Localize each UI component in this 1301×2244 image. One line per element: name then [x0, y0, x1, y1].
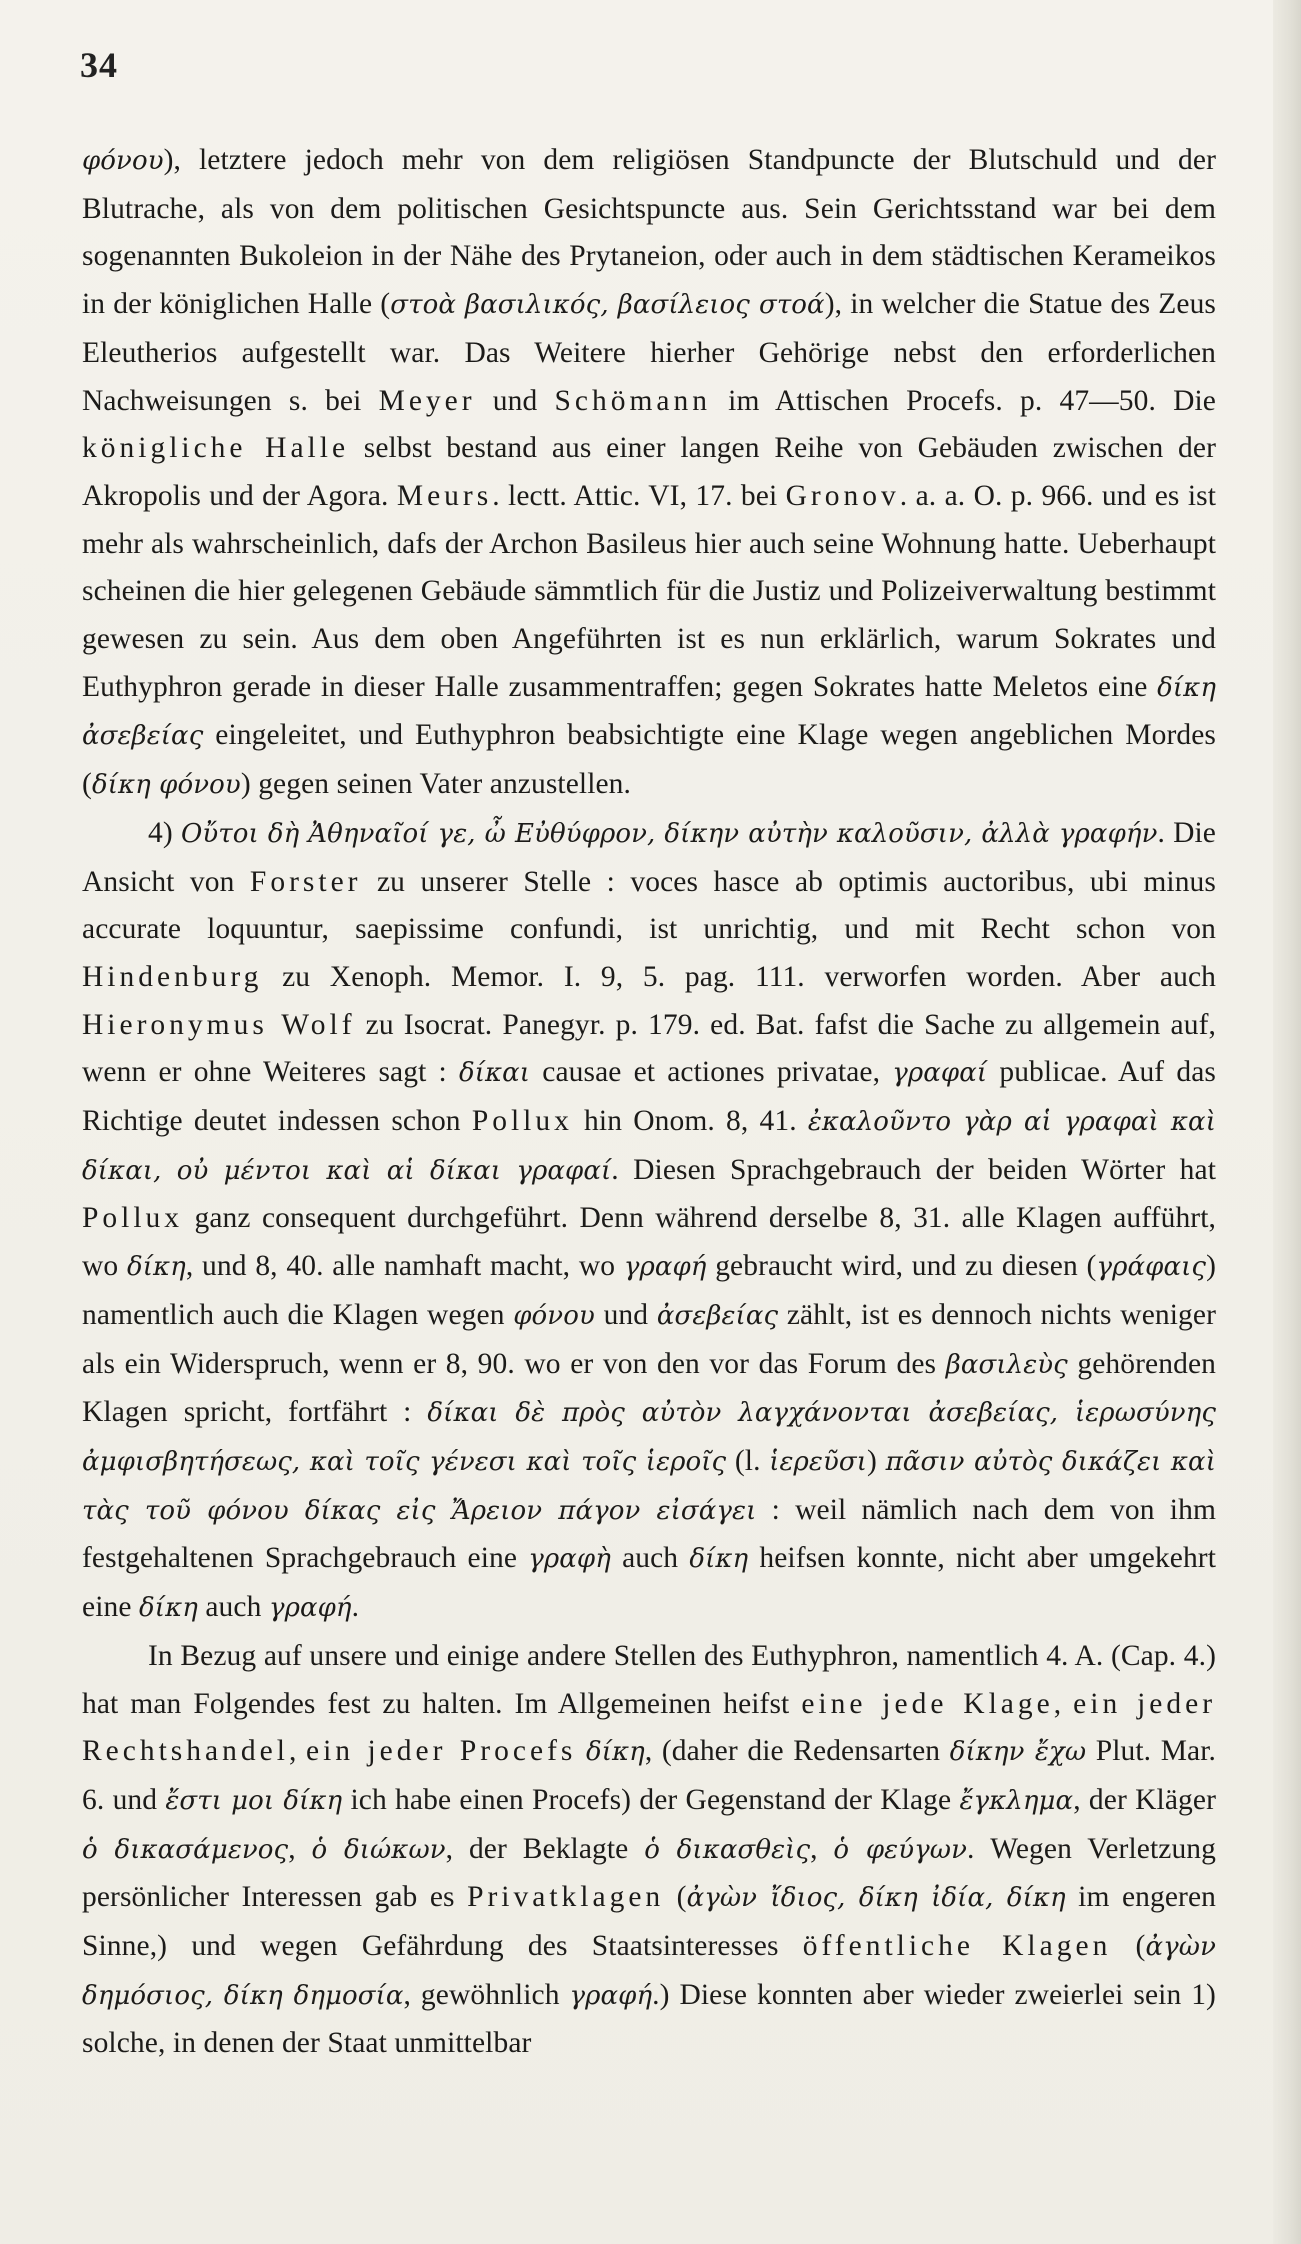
text-run: , gewöhnlich — [403, 1978, 570, 2011]
spaced-emphasis: Pollux — [471, 1105, 573, 1138]
text-run: . Die Ansicht von — [82, 816, 1217, 898]
greek-phrase: ἔστι μοι δίκη — [165, 1785, 343, 1816]
greek-phrase: γραφαί — [892, 1058, 988, 1089]
text-run: gehörenden Klagen spricht, fortfährt : — [82, 1347, 1216, 1429]
page-number: 34 — [80, 45, 118, 85]
text-run: und — [594, 1298, 657, 1331]
spaced-emphasis: königliche Halle — [82, 432, 350, 465]
text-run: , der Kläger — [1073, 1783, 1217, 1816]
page-edge-shadow — [1273, 0, 1301, 2244]
greek-phrase: φόνου — [82, 146, 164, 176]
spaced-emphasis: öffentliche Klagen — [802, 1930, 1112, 1963]
spaced-emphasis: ein jeder Rechtshandel — [82, 1687, 1217, 1768]
greek-phrase: ἀγὼν δημόσιος, δίκη δημοσία — [82, 1932, 1216, 2011]
text-run: , — [1053, 1687, 1074, 1720]
spaced-emphasis: eine jede Klage — [801, 1687, 1054, 1720]
page-body-text — [82, 137, 1216, 2068]
greek-phrase: δίκην ἔχω — [949, 1737, 1087, 1768]
paragraph-klage-definitions — [82, 1633, 1216, 2068]
text-run: ) gegen seinen Vater anzustellen. — [240, 768, 632, 801]
text-run: hin Onom. 8, 41. — [572, 1105, 808, 1138]
text-run: : weil nämlich nach dem von ihm festgehaltenen Sprachgebrauch eine — [82, 1493, 1216, 1575]
text-run: ( — [1111, 1930, 1146, 1963]
text-run: . a. a. O. p. 966. und es ist mehr als wahrscheinlich, dafs der Archon Basileus hier auch seine Wohnung hatte. Ueberhaupt scheinen die hier gelegenen Gebäude sämmtlich für die Justiz und Polizeiverwaltung bestimmt gewesen zu sein. Aus dem oben Angeführten ist es nun erklärlich, warum Sokrates und Euthyphron gerade in dieser Halle zusammentraffen; gegen Sokrates hatte Meletos eine — [82, 479, 1216, 703]
text-run: In Bezug auf unsere und einige andere Stellen des Euthyphron, namentlich 4. A. (Cap. 4.) hat man Folgendes fest zu halten. Im Allgemeinen heifst — [82, 1639, 1216, 1720]
text-run: . — [351, 1591, 360, 1624]
text-run: und — [475, 384, 555, 417]
text-run: zu unserer Stelle : voces hasce ab optimis auctoribus, ubi minus accurate loquuntur, saepissime confundi, ist unrichtig, und mit Recht schon von — [82, 865, 1216, 946]
text-run: , (daher die Redensarten — [644, 1735, 950, 1768]
greek-phrase: ὁ διώκων — [311, 1834, 446, 1865]
greek-phrase: γραφὴ — [528, 1544, 611, 1575]
text-run: ), letztere jedoch mehr von dem religiösen Standpuncte der Blutschuld und der Blutrache, als von dem politischen Gesichtspuncte aus. Sein Gerichtsstand war bei dem sogenannten Bukoleion in der Nähe des Prytaneion, oder auch in dem städtischen Kerameikos in der königlichen Halle ( — [82, 144, 1216, 321]
greek-phrase: δίκη — [126, 1252, 186, 1283]
text-run: gebraucht wird, und zu diesen ( — [706, 1250, 1097, 1283]
paragraph-footnote-continuation — [82, 137, 1216, 810]
text-run: , und 8, 40. alle namhaft macht, wo — [185, 1250, 624, 1283]
text-run: auch — [197, 1591, 269, 1624]
greek-phrase: Οὔτοι δὴ Ἀθηναῖοί γε, ὦ Εὐθύφρον, δίκην αὐτὴν καλοῦσιν, ἀλλὰ γραφήν — [180, 818, 1158, 849]
greek-phrase: δίκη — [585, 1737, 645, 1768]
text-run: 4) — [148, 816, 181, 849]
text-run: zu Xenoph. Memor. I. 9, 5. pag. 111. verworfen worden. Aber auch — [262, 960, 1216, 993]
spaced-emphasis: Forster — [249, 865, 362, 898]
greek-phrase: ἀγὼν ἴδιος, δίκη ἰδία, δίκη — [686, 1883, 1066, 1914]
text-run: . lectt. Attic. VI, 17. bei — [492, 479, 786, 512]
greek-phrase: ἔγκλημα — [959, 1785, 1074, 1816]
text-run: ) — [867, 1444, 886, 1477]
text-run: im Attischen Procefs. p. 47—50. Die — [711, 384, 1216, 417]
spaced-emphasis: Pollux — [82, 1202, 184, 1235]
text-run: , — [288, 1735, 306, 1768]
text-run: .) Diese konnten aber wieder zweierlei sein 1) solche, in denen der Staat unmittelbar — [82, 1978, 1216, 2060]
greek-phrase: γράφαις — [1096, 1252, 1207, 1283]
text-run: publicae. Auf das Richtige deutet indessen schon — [82, 1056, 1217, 1138]
greek-phrase: δίκη — [689, 1544, 749, 1575]
text-run: . Wegen Verletzung persönlicher Interessen gab es — [82, 1832, 1216, 1914]
greek-phrase: δίκαι δὲ πρὸς αὐτὸν λαγχάνονται ἀσεβείας, ἱερωσύνης ἀμφισβητήσεως, καὶ τοῖς γένεσι καὶ τοῖς ἱεροῖς — [82, 1398, 1216, 1477]
greek-phrase: ὁ δικασθεὶς — [644, 1834, 811, 1865]
greek-phrase: ὁ φεύγων — [833, 1834, 967, 1865]
text-run: zählt, ist es dennoch nichts weniger als ein Widerspruch, wenn er 8, 90. wo er von den vor das Forum des — [82, 1298, 1216, 1380]
text-run: , — [810, 1832, 834, 1865]
greek-phrase: δίκαι — [458, 1058, 531, 1089]
text-run: , — [288, 1832, 312, 1865]
greek-phrase: φόνου — [513, 1300, 595, 1331]
greek-phrase: πᾶσιν αὐτὸς δικάζει καὶ τὰς τοῦ φόνου δίκας εἰς Ἄρειον πάγον εἰσάγει — [82, 1446, 1216, 1526]
text-run — [576, 1735, 586, 1767]
text-run: ganz consequent durchgeführt. Denn während derselbe 8, 31. alle Klagen aufführt, wo — [82, 1202, 1216, 1283]
text-run: Plut. Mar. 6. und — [82, 1735, 1216, 1816]
text-run: causae et actiones privatae, — [530, 1056, 893, 1089]
greek-phrase: ἀσεβείας — [656, 1300, 779, 1331]
text-run: zu Isocrat. Panegyr. p. 179. ed. Bat. fafst die Sache zu allgemein auf, wenn er ohne Weiteres sagt : — [82, 1008, 1217, 1089]
text-run: auch — [610, 1542, 690, 1575]
text-run: selbst bestand aus einer langen Reihe von Gebäuden zwischen der Akropolis und der Agora. — [82, 432, 1216, 512]
greek-phrase: ἐκαλοῦντο γὰρ αἱ γραφαὶ καὶ δίκαι, οὐ μέντοι καὶ αἱ δίκαι γραφαί — [82, 1107, 1217, 1186]
spaced-emphasis: Hieronymus Wolf — [82, 1008, 356, 1041]
text-run: . Diesen Sprachgebrauch der beiden Wörter hat — [611, 1153, 1216, 1186]
text-run: ich habe einen Procefs) der Gegenstand der Klage — [342, 1783, 960, 1816]
text-run: im engeren Sinne,) und wegen Gefährdung des Staatsinteresses — [82, 1881, 1217, 1963]
greek-phrase: δίκη — [139, 1593, 198, 1624]
text-run: ), in welcher die Statue des Zeus Eleutherios aufgestellt war. Das Weitere hierher Gehörige nebst den erforderlichen Nachweisungen s. bei — [82, 288, 1216, 417]
paragraph-note-4 — [82, 810, 1216, 1633]
greek-phrase: γραφή — [623, 1252, 707, 1283]
text-run: heifsen konnte, nicht aber umgekehrt eine — [82, 1542, 1217, 1624]
greek-phrase: βασιλεὺς — [945, 1349, 1068, 1380]
spaced-emphasis: Hindenburg — [82, 960, 263, 993]
text-run: , der Beklagte — [445, 1832, 645, 1865]
greek-phrase: γραφή — [268, 1593, 352, 1624]
greek-phrase: δίκη φόνου — [91, 770, 241, 801]
text-run: eingeleitet, und Euthyphron beabsichtigte eine Klage wegen angeblichen Mordes ( — [82, 719, 1216, 801]
greek-phrase: ἱερεῦσι — [769, 1446, 868, 1477]
text-run: ) namentlich auch die Klagen wegen — [82, 1250, 1216, 1331]
greek-phrase: ὁ δικασάμενος — [82, 1834, 289, 1865]
greek-phrase: δίκη ἀσεβείας — [82, 672, 1216, 752]
spaced-emphasis: Meyer — [378, 384, 476, 417]
greek-phrase: γραφή — [569, 1980, 653, 2011]
spaced-emphasis: Schömann — [554, 384, 712, 417]
greek-phrase: στοὰ βασιλικός, βασίλειος στοά — [390, 290, 825, 321]
spaced-emphasis: ein jeder Procefs — [305, 1735, 577, 1768]
spaced-emphasis: Gronov — [785, 479, 900, 512]
spaced-emphasis: Meurs — [396, 479, 493, 512]
spaced-emphasis: Privatklagen — [467, 1881, 665, 1914]
text-run: (l. — [726, 1444, 770, 1477]
text-run: ( — [664, 1881, 687, 1914]
